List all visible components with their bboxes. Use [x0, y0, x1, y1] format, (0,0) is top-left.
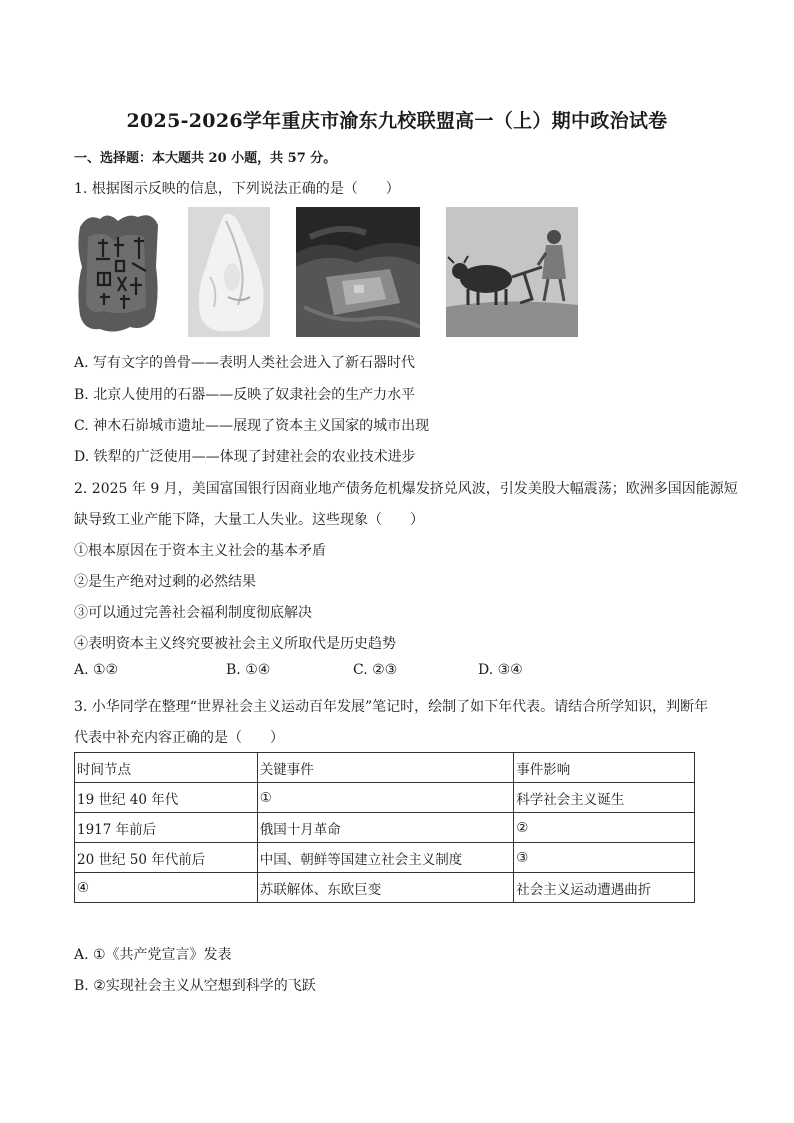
question-2-stem-line1: 2. 2025 年 9 月，美国富国银行因商业地产债务危机爆发挤兑风波，引发美股大幅震荡；欧洲多国因能源短: [74, 481, 738, 497]
shimao-ruins-image: [296, 207, 420, 337]
table-header-cell: 时间节点: [75, 753, 258, 783]
table-cell: ③: [514, 843, 695, 873]
table-cell: 社会主义运动遭遇曲折: [514, 873, 695, 903]
table-cell: ②: [514, 813, 695, 843]
question-2-option-a: A. ①②: [74, 662, 119, 678]
question-1-option-c: C. 神木石峁城市遗址——展现了资本主义国家的城市出现: [74, 418, 430, 434]
question-2-option-b: B. ①④: [226, 662, 271, 678]
question-1-option-d: D. 铁犁的广泛使用——体现了封建社会的农业技术进步: [74, 449, 416, 465]
table-header-cell: 事件影响: [514, 753, 695, 783]
table-cell: ④: [75, 873, 258, 903]
table-cell: 1917 年前后: [75, 813, 258, 843]
section-heading: 一、选择题：本大题共 20 小题，共 57 分。: [74, 151, 337, 166]
table-cell: ①: [257, 783, 514, 813]
table-cell: 俄国十月革命: [257, 813, 514, 843]
table-cell: 科学社会主义诞生: [514, 783, 695, 813]
question-3-option-a: A. ①《共产党宣言》发表: [74, 947, 232, 963]
question-1-stem: 1. 根据图示反映的信息，下列说法正确的是（ ）: [74, 181, 400, 197]
timeline-table: [74, 752, 695, 903]
question-2-option-c: C. ②③: [353, 662, 398, 678]
oracle-bone-image: [74, 207, 162, 337]
table-row: [75, 783, 695, 813]
question-2-item-1: ①根本原因在于资本主义社会的基本矛盾: [74, 543, 326, 559]
table-header-row: [75, 753, 695, 783]
question-1-option-a: A. 写有文字的兽骨——表明人类社会进入了新石器时代: [74, 355, 416, 371]
ox-plowing-image: [446, 207, 578, 337]
question-2-item-2: ②是生产绝对过剩的必然结果: [74, 574, 256, 590]
question-1-option-b: B. 北京人使用的石器——反映了奴隶社会的生产力水平: [74, 387, 416, 403]
question-3-stem-line2: 代表中补充内容正确的是（ ）: [74, 730, 284, 746]
table-row: [75, 843, 695, 873]
table-header-cell: 关键事件: [257, 753, 514, 783]
table-row: [75, 813, 695, 843]
question-2-option-d: D. ③④: [478, 662, 523, 678]
question-2-item-3: ③可以通过完善社会福利制度彻底解决: [74, 605, 312, 621]
table-cell: 20 世纪 50 年代前后: [75, 843, 258, 873]
table-cell: 苏联解体、东欧巨变: [257, 873, 514, 903]
page-title: 2025-2026学年重庆市渝东九校联盟高一（上）期中政治试卷: [126, 110, 668, 132]
question-3-option-b: B. ②实现社会主义从空想到科学的飞跃: [74, 978, 316, 994]
table-cell: 19 世纪 40 年代: [75, 783, 258, 813]
table-row: [75, 873, 695, 903]
stone-tool-image: [188, 207, 270, 337]
question-2-stem-line2: 缺导致工业产能下降，大量工人失业。这些现象（ ）: [74, 512, 424, 528]
question-2-item-4: ④表明资本主义终究要被社会主义所取代是历史趋势: [74, 636, 396, 652]
question-3-stem-line1: 3. 小华同学在整理“世界社会主义运动百年发展”笔记时，绘制了如下年代表。请结合所学知识，判断年: [74, 699, 709, 715]
table-cell: 中国、朝鲜等国建立社会主义制度: [257, 843, 514, 873]
